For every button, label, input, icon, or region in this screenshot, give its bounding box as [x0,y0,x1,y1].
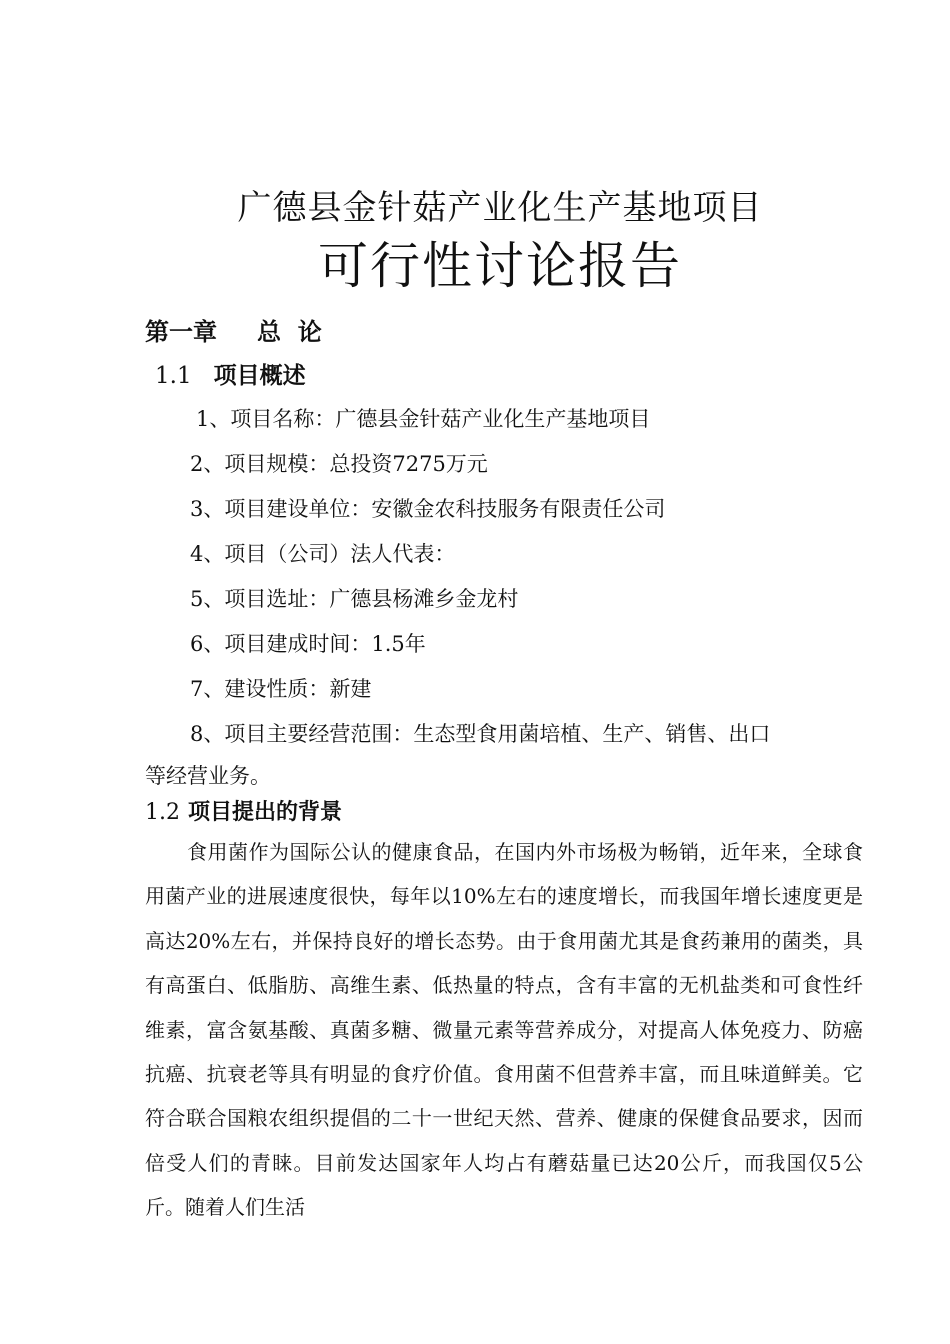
chapter-heading [145,312,322,347]
section-heading-1-2 [145,795,342,826]
document-title-line2: 可行性讨论报告 [318,237,682,295]
list-item: 7、建设性质：新建 [190,677,372,701]
section-number: 1.2 [145,800,180,825]
list-item: 6、项目建成时间：1.5年 [190,632,426,656]
section-title: 项目概述 [213,363,306,389]
document-title-line1: 广德县金针菇产业化生产基地项目 [237,188,763,228]
section-heading-1-1 [155,357,306,390]
list-item: 2、项目规模：总投资7275万元 [190,452,488,476]
list-item: 4、项目（公司）法人代表： [190,542,456,566]
section-number: 1.1 [155,363,192,389]
section-title: 项目提出的背景 [188,800,343,825]
list-item: 3、项目建设单位：安徽金农科技服务有限责任公司 [190,497,666,521]
list-item: 8、项目主要经营范围：生态型食用菌培植、生产、销售、出口 [190,722,771,746]
list-item-continuation: 等经营业务。 [145,764,271,788]
list-item: 5、项目选址：广德县杨滩乡金龙村 [190,587,519,611]
chapter-title: 总 论 [257,318,322,346]
list-item: 1、项目名称：广德县金针菇产业化生产基地项目 [196,407,651,431]
chapter-label: 第一章 [145,318,217,346]
body-paragraph: 食用菌作为国际公认的健康食品，在国内外市场极为畅销，近年来，全球食用菌产业的进展速度很快，每年以10%左右的速度增长，而我国年增长速度更是高达20%左右，并保持良好的增长态势。由于食用菌尤其是食药兼用的菌类，具有高蛋白、低脂肪、高维生素、低热量的特点，含有丰富的无机盐类和可食性纤维素，富含氨基酸、真菌多糖、微量元素等营养成分，对提高人体免疫力、防癌抗癌、抗衰老等具有明显的食疗价值。食用菌不但营养丰富，而且味道鲜美。它符合联合国粮农组织提倡的二十一世纪天然、营养、健康的保健食品要求，因而倍受人们的青睐。目前发达国家年人均占有蘑菇量已达20公斤，而我国仅5公斤。随着人们生活 [145,840,863,1220]
